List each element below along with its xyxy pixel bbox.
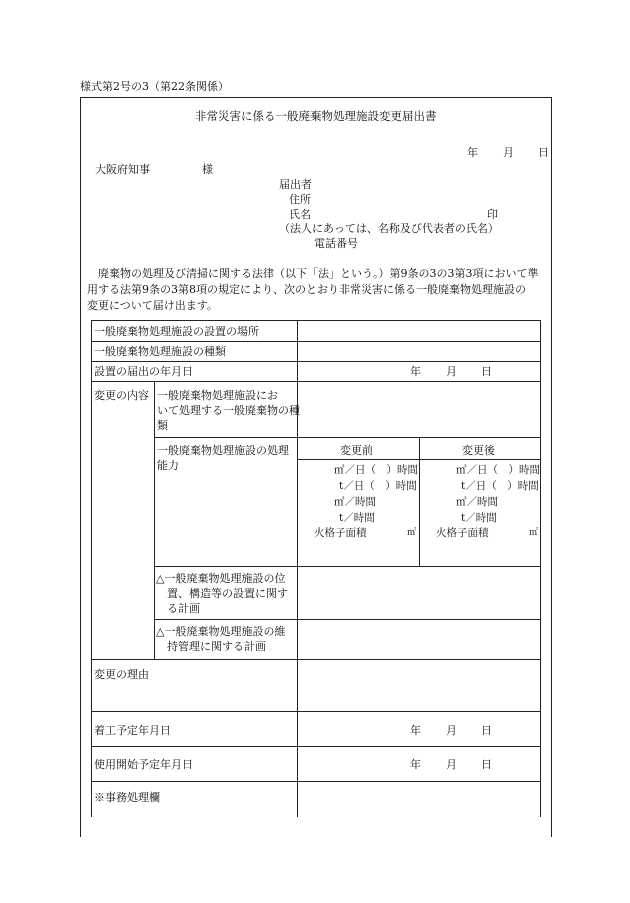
- label-structure-plan: △一般廃棄物処理施設の位 置、構造等の設置に関す る計画: [156, 572, 288, 615]
- header-after: 変更後: [462, 444, 495, 457]
- table-rule: [154, 381, 155, 659]
- start-date-day: 日: [481, 724, 492, 737]
- grate-area-unit: ㎡: [529, 528, 539, 538]
- table-rule: [154, 437, 541, 438]
- grate-area-unit: ㎡: [407, 528, 417, 538]
- table-rule: [540, 320, 541, 817]
- label-change-content: 変更の内容: [94, 389, 149, 402]
- label-location: 一般廃棄物処理施設の設置の場所: [94, 325, 259, 338]
- form-title: 非常災害に係る一般廃棄物処理施設変更届出書: [195, 109, 437, 123]
- applicant-corporate-note: （法人にあっては、名称及び代表者の氏名）: [279, 222, 499, 235]
- table-rule: [419, 437, 420, 566]
- body-paragraph: [87, 266, 549, 314]
- use-start-date-year: 年: [410, 758, 421, 771]
- table-rule: [154, 619, 541, 620]
- start-date-month: 月: [446, 724, 457, 737]
- table-rule: [91, 361, 541, 362]
- addressee-name: 大阪府知事: [95, 163, 150, 176]
- label-facility-type: 一般廃棄物処理施設の種類: [94, 345, 226, 358]
- body-line: 用する法第9条の3第8項の規定により、次のとおり非常災害に係る一般廃棄物処理施設の: [87, 283, 526, 296]
- seal-mark: 印: [487, 208, 498, 221]
- header-before: 変更前: [340, 444, 373, 457]
- label-start-date: 着工予定年月日: [94, 724, 171, 737]
- table-rule: [91, 341, 541, 342]
- label-use-start-date: 使用開始予定年月日: [94, 758, 193, 771]
- table-rule: [91, 746, 541, 747]
- use-start-date-month: 月: [446, 758, 457, 771]
- label-capacity: 一般廃棄物処理施設の処理 能力: [157, 444, 289, 472]
- table-rule: [91, 711, 541, 712]
- table-rule: [91, 320, 541, 321]
- use-start-date-day: 日: [481, 758, 492, 771]
- table-rule: [91, 381, 541, 382]
- form-number: 様式第2号の3（第22条関係）: [80, 80, 229, 93]
- body-line: 廃棄物の処理及び清掃に関する法律（以下「法」という。）第9条の3の3第3項において準: [98, 267, 539, 280]
- table-rule: [154, 566, 541, 567]
- label-waste-type: 一般廃棄物処理施設にお いて処理する一般廃棄物の種 類: [157, 389, 300, 432]
- table-rule: [91, 659, 541, 660]
- body-line: 変更について届け出ます。: [87, 299, 218, 312]
- notification-date-day: 日: [481, 365, 492, 378]
- notification-date-month: 月: [446, 365, 457, 378]
- grate-area-label: 火格子面積: [314, 527, 367, 539]
- grate-area-label: 火格子面積: [436, 527, 489, 539]
- date-day: 日: [538, 146, 549, 159]
- label-change-reason: 変更の理由: [94, 668, 149, 681]
- date-year: 年: [467, 146, 478, 159]
- table-rule: [91, 781, 541, 782]
- label-notification-date: 設置の届出の年月日: [94, 365, 193, 378]
- applicant-header: 届出者: [279, 178, 312, 191]
- notification-date-year: 年: [410, 365, 421, 378]
- start-date-year: 年: [410, 724, 421, 737]
- addressee-honorific: 様: [202, 163, 213, 176]
- table-rule: [91, 320, 92, 817]
- label-office-use: ※事務処理欄: [94, 791, 160, 804]
- date-month: 月: [503, 146, 514, 159]
- label-maintenance-plan: △一般廃棄物処理施設の維 持管理に関する計画: [156, 625, 286, 653]
- applicant-address-label: 住所: [289, 193, 311, 206]
- applicant-name-label: 氏名: [289, 208, 311, 221]
- applicant-phone-label: 電話番号: [314, 237, 358, 250]
